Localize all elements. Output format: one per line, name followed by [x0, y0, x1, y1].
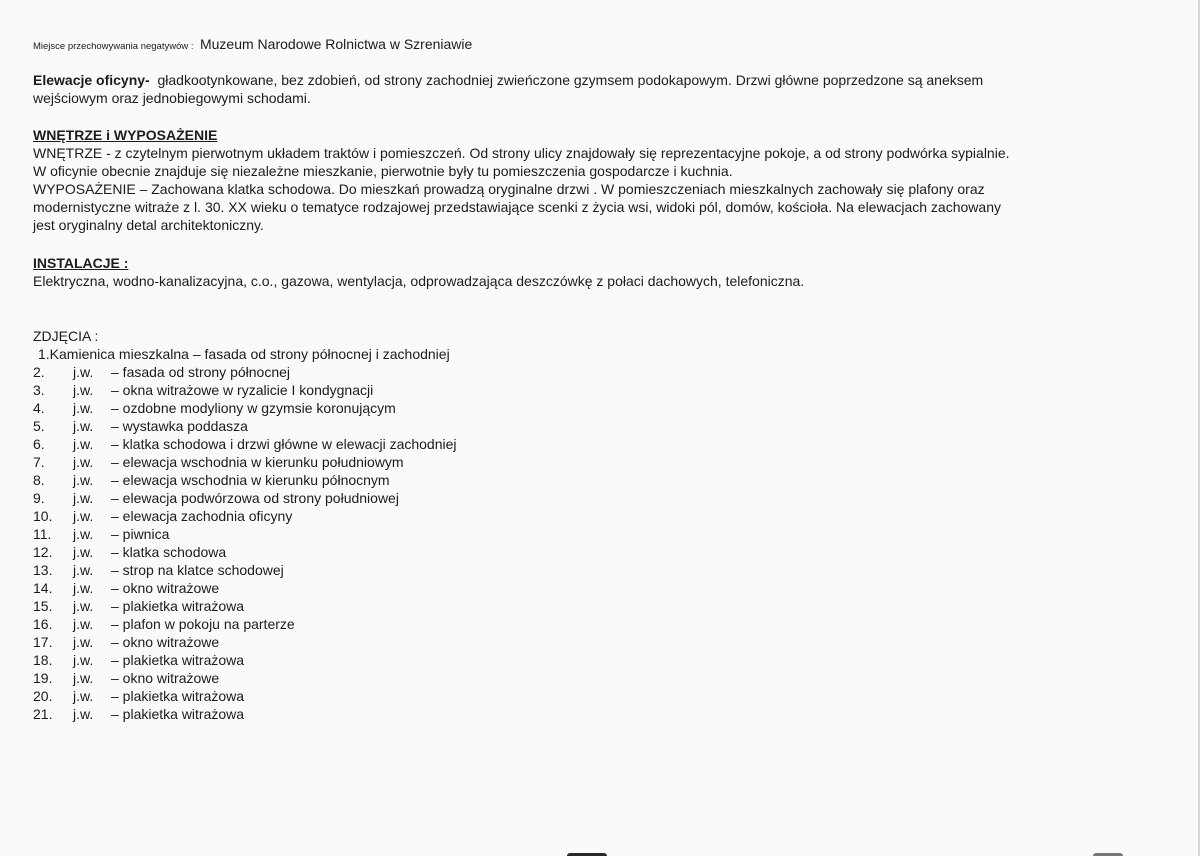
photo-jw: j.w.	[73, 634, 94, 650]
section-zdjecia	[33, 327, 1163, 723]
photo-jw: j.w.	[73, 670, 94, 686]
photo-description: – piwnica	[111, 526, 170, 542]
photo-jw: j.w.	[73, 418, 94, 434]
photo-number: 4.	[33, 400, 45, 416]
photo-description: – plakietka witrażowa	[111, 688, 245, 704]
photo-number: 11.	[33, 526, 52, 542]
photo-jw: j.w.	[73, 364, 94, 380]
photo-jw: j.w.	[73, 652, 94, 668]
wnetrze-line: jest oryginalny detal architektoniczny.	[33, 217, 264, 233]
photo-number: 19.	[33, 670, 53, 686]
photo-item	[33, 435, 1163, 453]
photo-number: 10.	[33, 508, 53, 524]
instalacje-text: Elektryczna, wodno-kanalizacyjna, c.o., gazowa, wentylacja, odprowadzająca deszczówkę z połaci dachowych, telefoniczna.	[33, 273, 805, 289]
photo-number: 16.	[33, 616, 53, 632]
wnetrze-line: WNĘTRZE - z czytelnym pierwotnym układem traktów i pomieszczeń. Od strony ulicy znajdowały się reprezentacyjne pokoje, a od strony podwórka sypialnie.	[33, 145, 1010, 161]
photo-description: – okno witrażowe	[111, 580, 220, 596]
photo-item	[33, 471, 1163, 489]
photo-description: – plafon w pokoju na parterze	[111, 616, 295, 632]
photo-item	[33, 507, 1163, 525]
photo-description: – klatka schodowa	[111, 544, 227, 560]
wnetrze-line: WYPOSAŻENIE – Zachowana klatka schodowa. Do mieszkań prowadzą oryginalne drzwi . W pomieszczeniach mieszkalnych zachowały się plafony oraz	[33, 181, 985, 197]
photo-item	[33, 597, 1163, 615]
photo-number: 7.	[33, 454, 45, 470]
photo-description: – elewacja podwórzowa od strony południowej	[111, 490, 399, 506]
elewacje-line-2: wejściowym oraz jednobiegowymi schodami.	[33, 90, 311, 106]
photo-item	[33, 417, 1163, 435]
wnetrze-line: W oficynie obecnie znajduje się niezależne mieszkanie, pierwotnie były tu pomieszczenia gospodarcze i kuchnia.	[33, 163, 733, 179]
photo-item	[33, 651, 1163, 669]
photo-item	[33, 615, 1163, 633]
photo-list	[33, 363, 1163, 723]
photo-number: 2.	[33, 364, 45, 380]
photo-item	[33, 687, 1163, 705]
instalacje-heading: INSTALACJE :	[33, 255, 129, 271]
photo-item	[33, 525, 1163, 543]
photo-description: – plakietka witrażowa	[111, 706, 245, 722]
photo-jw: j.w.	[73, 688, 94, 704]
photo-description: – elewacja wschodnia w kierunku południowym	[111, 454, 404, 470]
wnetrze-line: modernistyczne witraże z l. 30. XX wieku o tematyce rodzajowej przedstawiające scenki z życia wsi, widoki pól, domów, kościoła. Na elewacjach zachowany	[33, 199, 1001, 215]
photo-number: 3.	[33, 382, 45, 398]
elewacje-title: Elewacje oficyny-	[33, 72, 150, 88]
photo-number: 9.	[33, 490, 45, 506]
photo-item	[33, 579, 1163, 597]
photo-description: – plakietka witrażowa	[111, 652, 245, 668]
photo-number: 17.	[33, 634, 53, 650]
wnetrze-heading: WNĘTRZE i WYPOSAŻENIE	[33, 127, 218, 143]
negative-location-label: Miejsce przechowywania negatywów :	[33, 41, 194, 52]
section-wnetrze	[33, 126, 1163, 234]
photo-description: – plakietka witrażowa	[111, 598, 245, 614]
photo-number: 18.	[33, 652, 53, 668]
photo-item-first: 1.Kamienica mieszkalna – fasada od strony północnej i zachodniej	[38, 346, 450, 362]
photo-number: 21.	[33, 706, 53, 722]
photo-item	[33, 399, 1163, 417]
zdjecia-heading: ZDJĘCIA :	[33, 328, 99, 344]
photo-description: – elewacja wschodnia w kierunku północnym	[111, 472, 390, 488]
photo-description: – okno witrażowe	[111, 634, 220, 650]
photo-jw: j.w.	[73, 526, 94, 542]
photo-item	[33, 489, 1163, 507]
photo-number: 15.	[33, 598, 53, 614]
photo-item	[33, 453, 1163, 471]
photo-number: 5.	[33, 418, 45, 434]
photo-item	[33, 633, 1163, 651]
photo-description: – okno witrażowe	[111, 670, 220, 686]
photo-jw: j.w.	[73, 544, 94, 560]
photo-description: – fasada od strony północnej	[111, 364, 291, 380]
negative-location-value: Muzeum Narodowe Rolnictwa w Szreniawie	[199, 36, 473, 52]
photo-jw: j.w.	[73, 382, 94, 398]
photo-jw: j.w.	[73, 562, 94, 578]
section-elewacje	[33, 71, 1163, 107]
photo-jw: j.w.	[73, 454, 94, 470]
photo-description: – okna witrażowe w ryzalicie I kondygnacji	[111, 382, 374, 398]
photo-number: 6.	[33, 436, 45, 452]
photo-jw: j.w.	[73, 472, 94, 488]
photo-jw: j.w.	[73, 508, 94, 524]
photo-jw: j.w.	[73, 706, 94, 722]
photo-jw: j.w.	[73, 616, 94, 632]
photo-item	[33, 705, 1163, 723]
photo-description: – ozdobne modyliony w gzymsie koronującym	[111, 400, 396, 416]
photo-jw: j.w.	[73, 580, 94, 596]
photo-number: 8.	[33, 472, 45, 488]
photo-number: 12.	[33, 544, 53, 560]
photo-number: 20.	[33, 688, 53, 704]
photo-item	[33, 561, 1163, 579]
negative-location	[33, 36, 472, 54]
photo-description: – elewacja zachodnia oficyny	[111, 508, 293, 524]
photo-item	[33, 543, 1163, 561]
photo-jw: j.w.	[73, 436, 94, 452]
photo-item	[33, 363, 1163, 381]
section-instalacje	[33, 254, 1163, 290]
photo-jw: j.w.	[73, 490, 94, 506]
photo-description: – klatka schodowa i drzwi główne w elewacji zachodniej	[111, 436, 457, 452]
elewacje-line-1: gładkootynkowane, bez zdobień, od strony zachodniej zwieńczone gzymsem podokapowym. Drzwi główne poprzedzone są aneksem	[157, 72, 984, 88]
photo-number: 13.	[33, 562, 53, 578]
photo-item	[33, 669, 1163, 687]
photo-number: 14.	[33, 580, 53, 596]
photo-description: – wystawka poddasza	[111, 418, 248, 434]
photo-jw: j.w.	[73, 598, 94, 614]
photo-item	[33, 381, 1163, 399]
photo-jw: j.w.	[73, 400, 94, 416]
photo-description: – strop na klatce schodowej	[111, 562, 284, 578]
